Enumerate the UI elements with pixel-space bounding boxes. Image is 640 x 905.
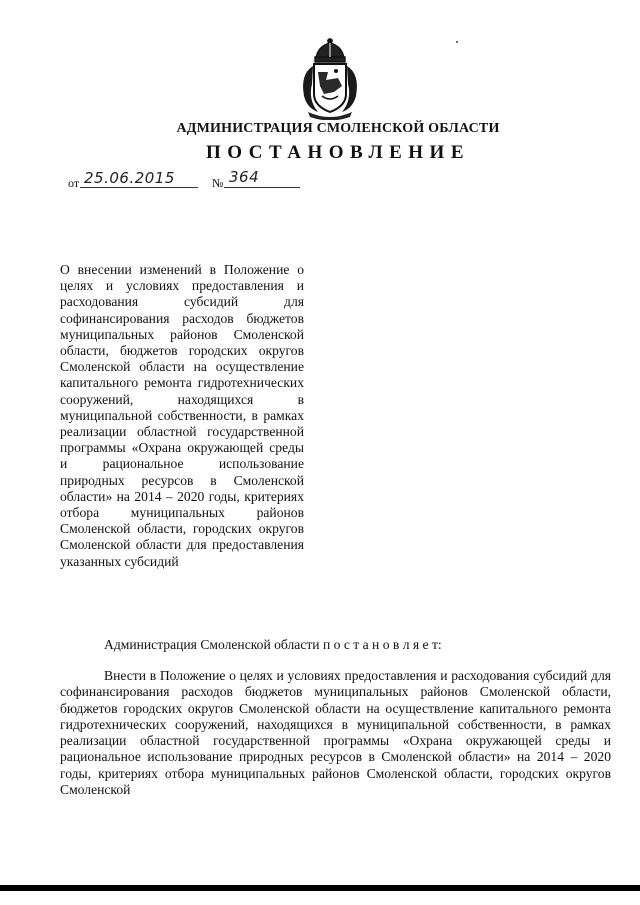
document-subject: О внесении изменений в Положение о целях и условиях предоставления и расходования субсидий для софинансирования расходов бюджетов муниципальных районов Смоленской области, бюджетов городских округов Смоленской области на осуществление капитального ремонта гидротехнических сооружений, находящихся в муниципальной собственности, в рамках реализации областной государственной программы «Охрана окружающей среды и рациональное использование природных ресурсов в Смоленской области» на 2014 – 2020 годы, критериях отбора муниципальных районов Смоленской области, городских округов Смоленской области для предоставления указанных субсидий: [60, 262, 304, 569]
date-underline: [80, 187, 198, 188]
document-number: 364: [229, 168, 260, 186]
document-date: 25.06.2015: [84, 169, 175, 187]
document-type-title: ПОСТАНОВЛЕНИЕ: [205, 142, 471, 163]
coat-of-arms-emblem: [298, 38, 362, 120]
agency-name: АДМИНИСТРАЦИЯ СМОЛЕНСКОЙ ОБЛАСТИ: [176, 121, 500, 136]
body-paragraph: Внести в Положение о целях и условиях предоставления и расходования субсидий для софинансирования расходов бюджетов муниципальных районов Смоленской области, бюджетов городских округов Смоленской области на осуществление капитального ремонта гидротехнических сооружений, находящихся в муниципальной собственности, в рамках реализации областной государственной программы «Охрана окружающей среды и рациональное использование природных ресурсов в Смоленской области» на 2014 – 2020 годы, критериях отбора муниципальных районов Смоленской области, городских округов Смоленской: [60, 668, 611, 798]
shield-icon: [314, 64, 346, 112]
ribbon-icon: [308, 112, 352, 120]
scan-speck: [456, 41, 458, 43]
number-prefix: №: [212, 176, 224, 190]
date-prefix: от: [68, 176, 80, 190]
preamble-text: Администрация Смоленской области п о с т а н о в л я е т:: [104, 637, 442, 652]
page-bottom-edge: [0, 885, 640, 891]
number-underline: [224, 187, 300, 188]
crown-icon: [315, 39, 345, 62]
